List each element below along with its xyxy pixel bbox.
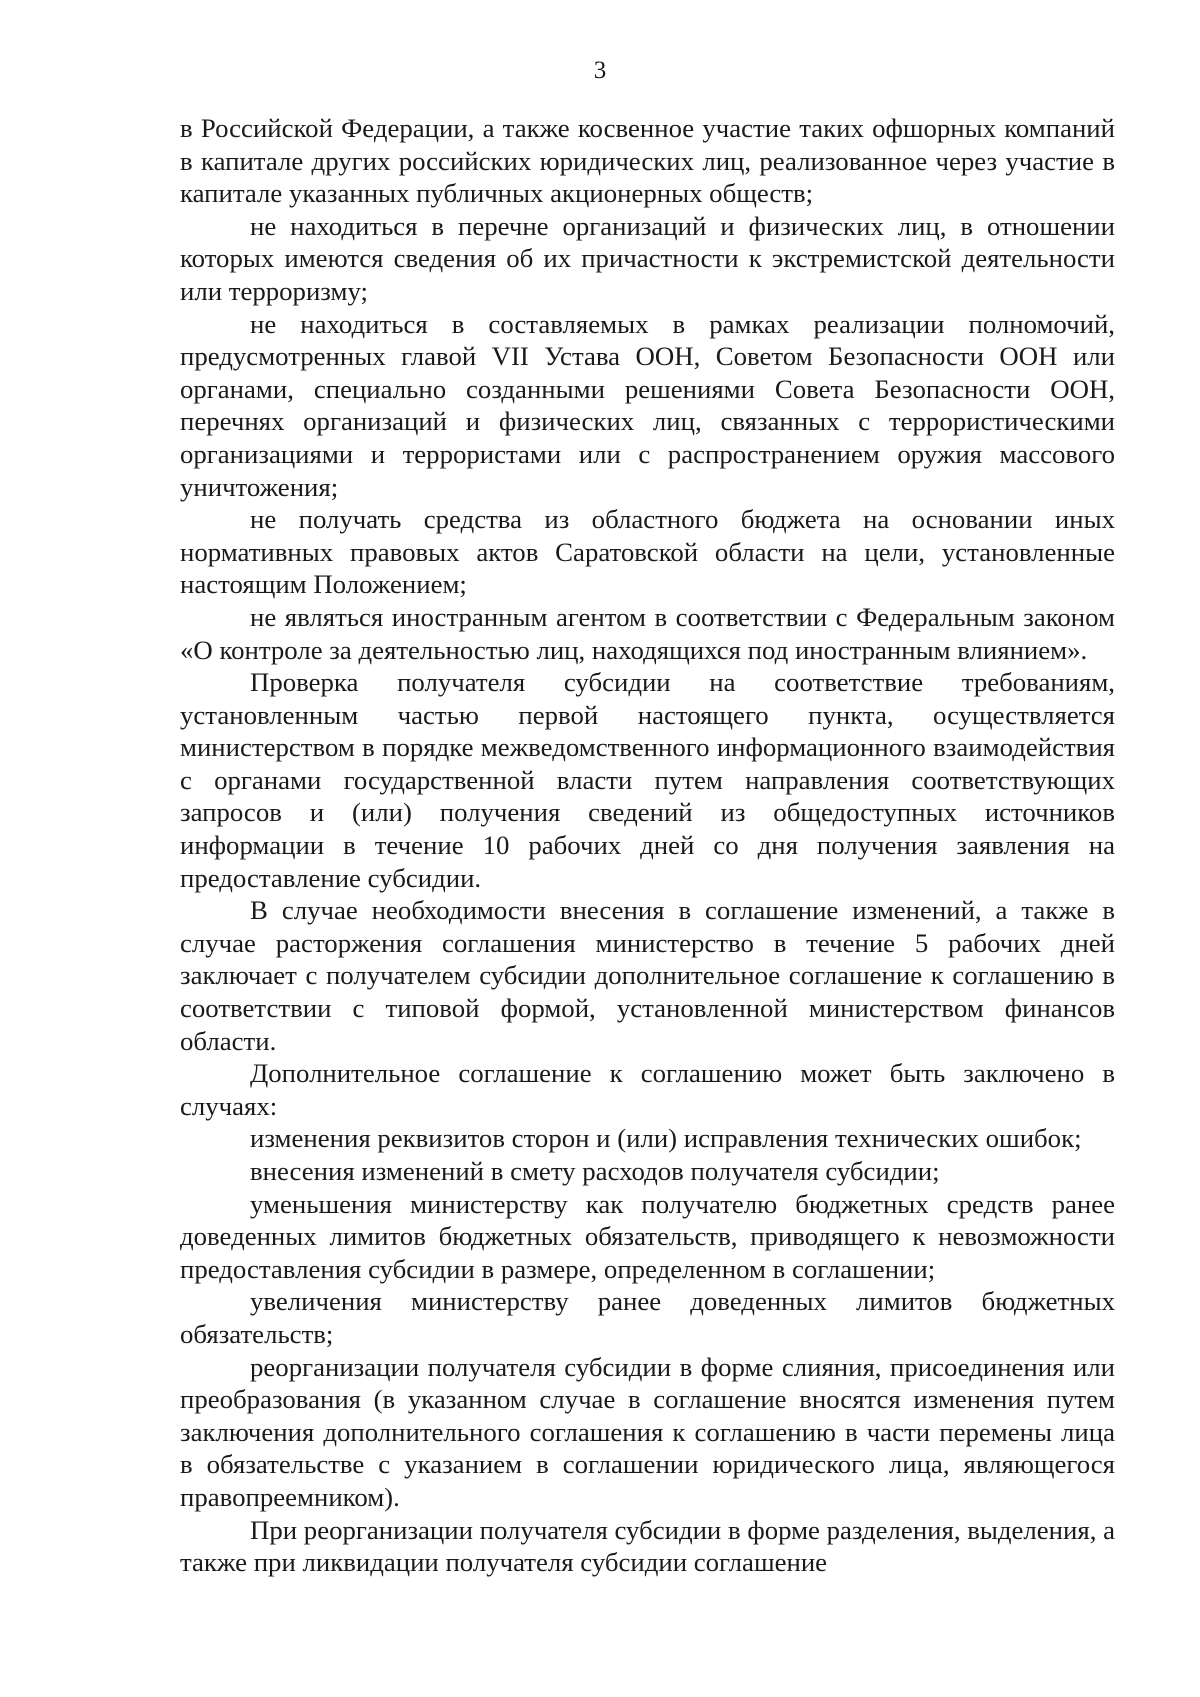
paragraph: При реорганизации получателя субсидии в форме разделения, выделения, а также при ликвидации получателя субсидии соглашение	[180, 1514, 1115, 1578]
paragraph: в Российской Федерации, а также косвенное участие таких офшорных компаний в капитале других российских юридических лиц, реализованное через участие в капитале указанных публичных акционерных обществ;	[180, 113, 1115, 209]
paragraph: Дополнительное соглашение к соглашению может быть заключено в случаях:	[180, 1058, 1115, 1121]
paragraph: В случае необходимости внесения в соглашение изменений, а также в случае расторжения соглашения министерство в течение 5 рабочих дней заключает с получателем субсидии дополнительное соглашение к соглашению в соответствии с типовой формой, установленной министерством финансов области.	[180, 895, 1115, 1056]
paragraph: уменьшения министерству как получателю бюджетных средств ранее доведенных лимитов бюджетных обязательств, приводящего к невозможности предоставления субсидии в размере, определенном в соглашении;	[180, 1188, 1115, 1284]
paragraph: увеличения министерству ранее доведенных лимитов бюджетных обязательств;	[180, 1286, 1115, 1349]
paragraph: Проверка получателя субсидии на соответствие требованиям, установленным частью первой настоящего пункта, осуществляется министерством в порядке межведомственного информационного взаимодействия с органами государственной власти путем направления соответствующих запросов и (или) получения сведений из общедоступных источников информации в течение 10 рабочих дней со дня получения заявления на предоставление субсидии.	[180, 667, 1115, 893]
paragraph: не находиться в составляемых в рамках реализации полномочий, предусмотренных главой VII Устава ООН, Советом Безопасности ООН или органами, специально созданными решениями Совета Безопасности ООН, перечнях организаций и физических лиц, связанных с террористическими организациями и террористами или с распространением оружия массового уничтожения;	[180, 308, 1115, 502]
paragraph: не являться иностранным агентом в соответствии с Федеральным законом «О контроле за деятельностью лиц, находящихся под иностранным влиянием».	[180, 601, 1115, 665]
document-body	[180, 112, 1115, 1579]
paragraph: не находиться в перечне организаций и физических лиц, в отношении которых имеются сведения об их причастности к экстремистской деятельности или терроризму;	[180, 210, 1115, 306]
paragraph: внесения изменений в смету расходов получателя субсидии;	[250, 1156, 940, 1186]
paragraph: не получать средства из областного бюджета на основании иных нормативных правовых актов Саратовской области на цели, установленные настоящим Положением;	[180, 504, 1115, 600]
page-number: 3	[593, 57, 607, 84]
paragraph: изменения реквизитов сторон и (или) исправления технических ошибок;	[250, 1123, 1082, 1154]
paragraph: реорганизации получателя субсидии в форме слияния, присоединения или преобразования (в указанном случае в соглашение вносятся изменения путем заключения дополнительного соглашения к соглашению в части перемены лица в обязательстве с указанием в соглашении юридического лица, являющегося правопреемником).	[180, 1351, 1115, 1512]
